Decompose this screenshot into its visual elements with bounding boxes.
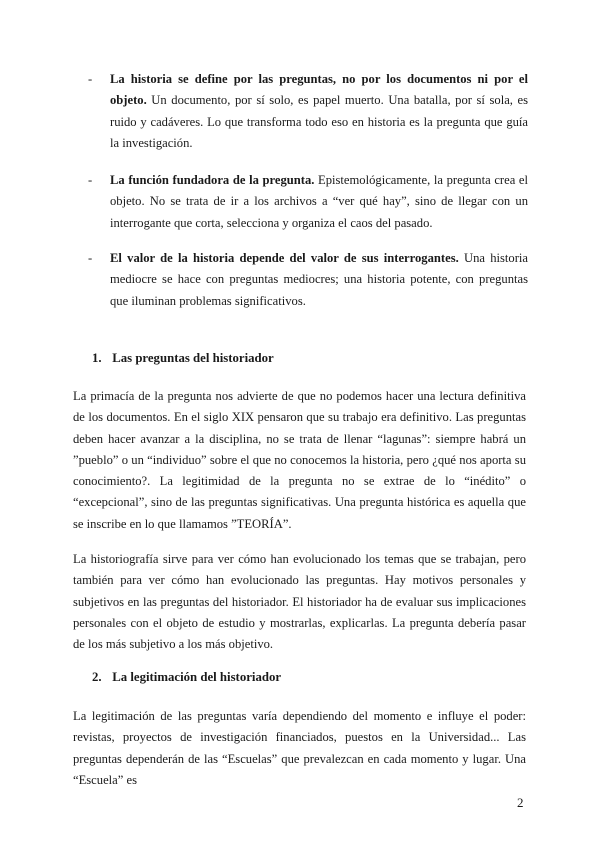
section-heading-2 <box>92 667 281 687</box>
bullet-text: Una historia mediocre se hace con preguntas mediocres; una historia potente, con preguntas que iluminan problemas significativos. <box>110 251 528 308</box>
section-title: Las preguntas del historiador <box>112 351 274 365</box>
paragraph: La primacía de la pregunta nos advierte de que no podemos hacer una lectura definitiva de los documentos. En el siglo XIX pensaron que su trabajo era definitivo. Las preguntas deben hacer avanzar a la disciplina, no se trata de llenar “lagunas”: siempre habrá un ”pueblo” o un “individuo” sobre el que no conocemos la historia, pero ¿qué nos aporta su conocimiento?. La legitimidad de la pregunta no se extrae de lo “inédito” o “excepcional”, sino de las preguntas significativas. Una pregunta histórica es aquella que se inscribe en lo que llamamos ”TEORÍA”. <box>73 389 526 531</box>
bullet-item <box>88 248 528 312</box>
bullet-lead: La historia se define por las preguntas, no por los documentos ni por el objeto. <box>110 72 528 108</box>
bullet-dash: - <box>88 251 93 265</box>
bullet-body <box>110 248 528 312</box>
paragraph: La historiografía sirve para ver cómo han evolucionado los temas que se trabajan, pero también para ver cómo han evolucionado las preguntas. Hay motivos personales y subjetivos en las preguntas del historiador. El historiador ha de evaluar sus implicaciones personales con el objeto de estudio y mostrarlas, explicarlas. La pregunta debería pasar de los más subjetivo a los más objetivo. <box>73 552 526 652</box>
bullet-lead: La función fundadora de la pregunta. <box>110 173 315 187</box>
bullet-dash: - <box>88 72 93 86</box>
paragraph: La legitimación de las preguntas varía dependiendo del momento e influye el poder: revistas, proyectos de investigación financiados, puestos en la Universidad... Las preguntas dependerán de las “Escuelas” que prevalezcan en cada momento y lugar. Una “Escuela” es <box>73 709 526 787</box>
section-title: La legitimación del historiador <box>112 670 282 684</box>
bullet-text: Un documento, por sí solo, es papel muerto. Una batalla, por sí sola, es ruido y cadáveres. Lo que transforma todo eso en historia es la pregunta que guía la investigación. <box>110 93 528 150</box>
bullet-item <box>88 69 528 154</box>
bullet-body <box>110 170 528 234</box>
bullet-item <box>88 170 528 234</box>
bullet-text: Epistemológicamente, la pregunta crea el objeto. No se trata de ir a los archivos a “ver qué hay”, sino de llegar con un interrogante que corta, selecciona y organiza el caos del pasado. <box>110 173 528 230</box>
bullet-dash: - <box>88 173 93 187</box>
section-number: 2. <box>92 670 102 684</box>
page-number: 2 <box>517 795 524 810</box>
section-heading-1 <box>92 348 274 368</box>
bullet-body <box>110 69 528 154</box>
bullet-lead: El valor de la historia depende del valor de sus interrogantes. <box>110 251 459 265</box>
section-number: 1. <box>92 351 102 365</box>
